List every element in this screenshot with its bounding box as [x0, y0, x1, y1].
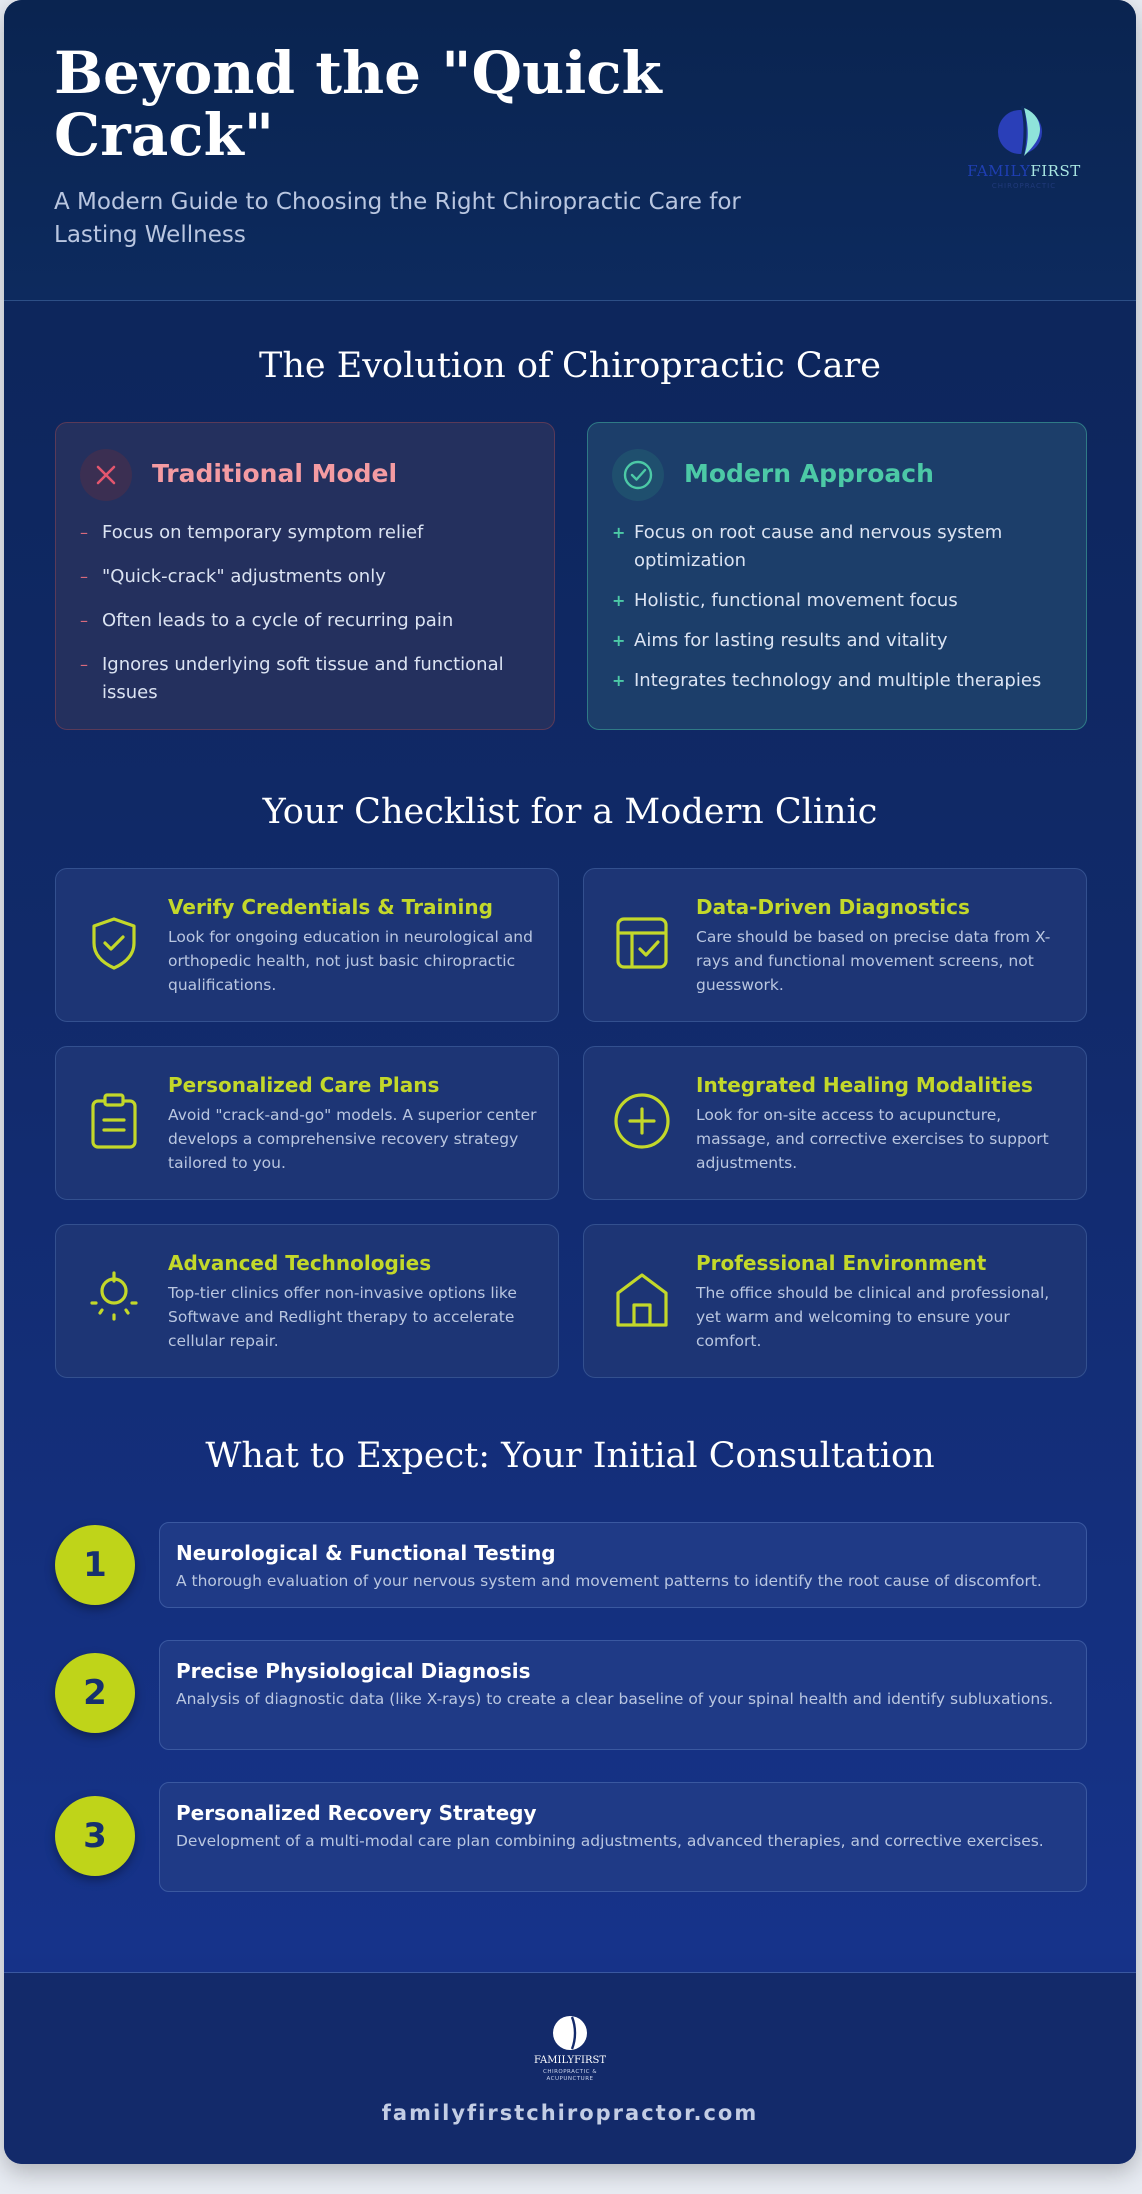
checklist-item-title: Verify Credentials & Training [168, 895, 493, 919]
checklist-item-title: Personalized Care Plans [168, 1073, 440, 1097]
checklist-card-credentials [55, 868, 559, 1022]
spine-logo-icon [964, 100, 1084, 160]
step-card-testing [159, 1522, 1087, 1608]
list-item: – "Quick-crack" adjustments only [80, 566, 386, 587]
list-item: – Often leads to a cycle of recurring pain [80, 610, 454, 631]
step-title: Neurological & Functional Testing [176, 1541, 556, 1565]
footer [4, 1972, 1136, 2164]
list-item: – Focus on temporary symptom relief [80, 522, 424, 543]
home-icon [612, 1269, 672, 1329]
checklist-item-title: Professional Environment [696, 1251, 987, 1275]
checklist-item-title: Data-Driven Diagnostics [696, 895, 970, 919]
checklist-card-technologies [55, 1224, 559, 1378]
checklist-section-title: Your Checklist for a Modern Clinic [262, 792, 878, 832]
header [4, 0, 1136, 301]
website-link[interactable]: familyfirstchiropractor.com [381, 2101, 759, 2125]
modern-approach-heading: Modern Approach [684, 459, 934, 488]
modern-approach-card [587, 422, 1087, 730]
checklist-item-desc: Top-tier clinics offer non-invasive options like Softwave and Redlight therapy to accelerate cellular repair. [168, 1284, 517, 1350]
logo-subtext: CHIROPRACTIC [991, 182, 1057, 190]
shield-check-icon [84, 913, 144, 973]
footer-logo [519, 2013, 621, 2093]
step-card-diagnosis [159, 1640, 1087, 1750]
step-number: 2 [55, 1653, 135, 1733]
page-subtitle: A Modern Guide to Choosing the Right Chiropractic Care for Lasting Wellness [54, 189, 741, 248]
step-number: 3 [55, 1796, 135, 1876]
checklist-card-environment [583, 1224, 1087, 1378]
checklist-item-desc: Avoid "crack-and-go" models. A superior center develops a comprehensive recovery strategy tailored to you. [168, 1106, 537, 1172]
checklist-card-modalities [583, 1046, 1087, 1200]
checklist-item-desc: The office should be clinical and professional, yet warm and welcoming to ensure your comfort. [696, 1284, 1050, 1350]
traditional-model-heading: Traditional Model [152, 459, 398, 488]
checklist-item-title: Advanced Technologies [168, 1251, 432, 1275]
chart-check-icon [612, 913, 672, 973]
checklist-item-desc: Care should be based on precise data from X-rays and functional movement screens, not guesswork. [696, 928, 1051, 994]
traditional-model-card [55, 422, 555, 730]
checklist-card-care-plans [55, 1046, 559, 1200]
step-title: Personalized Recovery Strategy [176, 1801, 537, 1825]
check-circle-icon [612, 449, 664, 501]
checklist-item-desc: Look for ongoing education in neurological and orthopedic health, not just basic chiropractic qualifications. [168, 928, 533, 994]
evolution-section-title: The Evolution of Chiropractic Care [258, 346, 881, 386]
step-desc: A thorough evaluation of your nervous system and movement patterns to identify the root cause of discomfort. [176, 1572, 1042, 1590]
logo-wordmark: FAMILYFIRST [967, 162, 1081, 180]
list-item: + Holistic, functional movement focus [612, 590, 958, 611]
modern-approach-list [612, 519, 1062, 707]
step-number: 1 [55, 1525, 135, 1605]
clinic-logo [964, 100, 1084, 210]
checklist-item-title: Integrated Healing Modalities [696, 1073, 1033, 1097]
step-title: Precise Physiological Diagnosis [176, 1659, 531, 1683]
checklist-card-diagnostics [583, 868, 1087, 1022]
list-item: + Integrates technology and multiple therapies [612, 670, 1042, 691]
plus-circle-icon [612, 1091, 672, 1151]
list-item: + Focus on root cause and nervous system optimization [612, 522, 1003, 571]
lightbulb-icon [84, 1269, 144, 1329]
step-card-strategy [159, 1782, 1087, 1892]
infographic-page [4, 0, 1136, 2164]
step-desc: Development of a multi-modal care plan combining adjustments, advanced therapies, and corrective exercises. [176, 1832, 1044, 1850]
list-item: + Aims for lasting results and vitality [612, 630, 948, 651]
list-item: – Ignores underlying soft tissue and functional issues [80, 654, 504, 703]
footer-logo-subtext: CHIROPRACTIC & ACUPUNCTURE [542, 2069, 598, 2082]
close-icon [80, 449, 132, 501]
step-desc: Analysis of diagnostic data (like X-rays) to create a clear baseline of your spinal health and identify subluxations. [176, 1690, 1054, 1708]
footer-logo-wordmark: FAMILYFIRST [533, 2055, 607, 2066]
spine-logo-icon [519, 2013, 621, 2053]
page-title: Beyond the "Quick Crack" [54, 39, 662, 169]
traditional-model-list [80, 519, 530, 723]
checklist-item-desc: Look for on-site access to acupuncture, massage, and corrective exercises to support adjustments. [696, 1106, 1049, 1172]
clipboard-icon [84, 1091, 144, 1151]
consultation-section-title: What to Expect: Your Initial Consultation [205, 1436, 935, 1476]
